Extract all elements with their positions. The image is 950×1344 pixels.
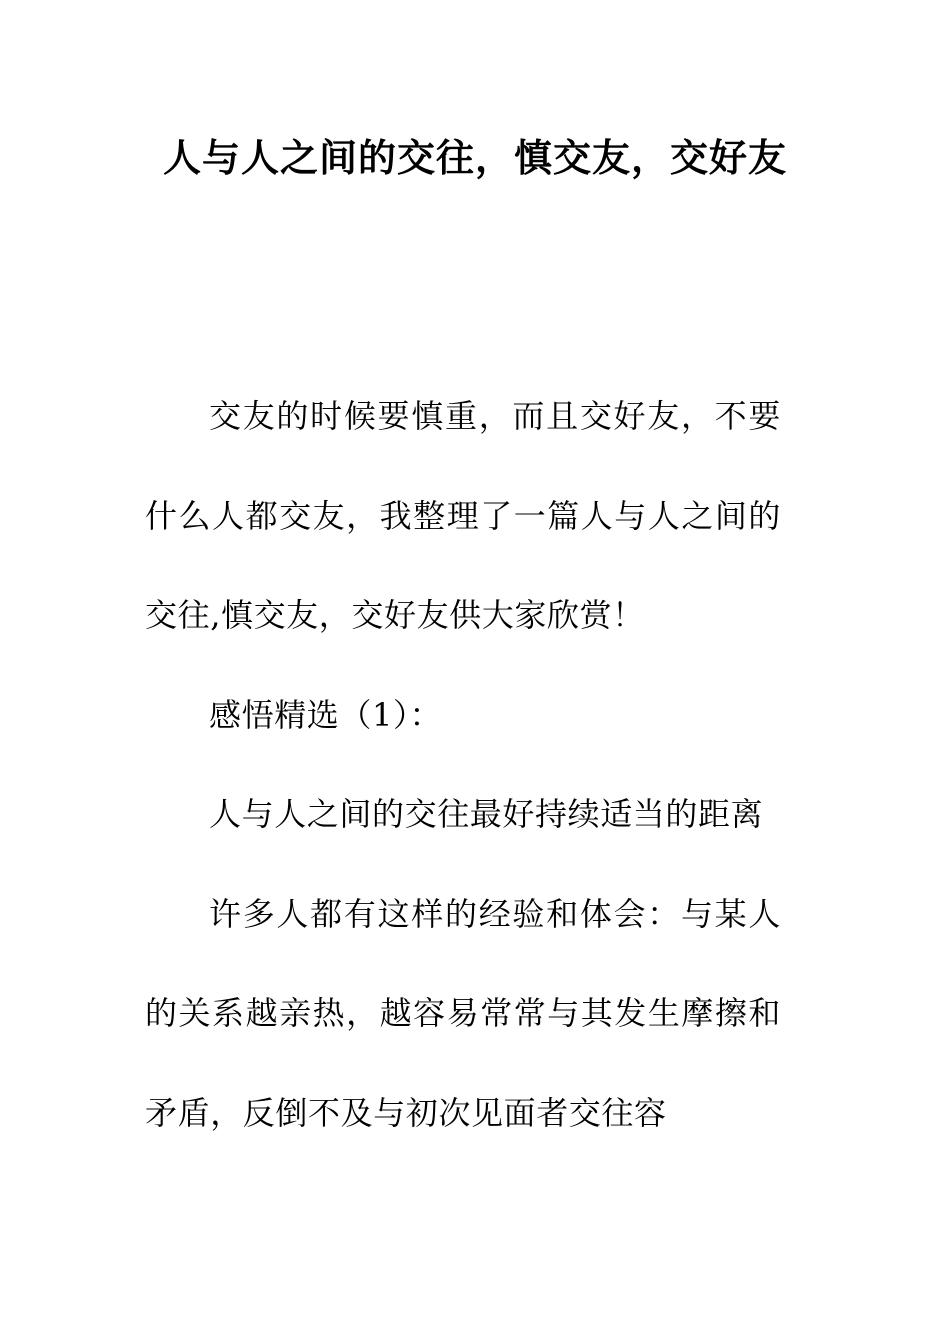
paragraph-body: 许多人都有这样的经验和体会：与某人的关系越亲热，越容易常常与其发生摩擦和矛盾，反倒不及与初次见面者交往容 [145, 894, 781, 1132]
paragraph-subheading: 人与人之间的交往最好持续适当的距离 [209, 795, 764, 833]
document-body [145, 367, 781, 1163]
document-title: 人与人之间的交往，慎交友，交好友 [162, 135, 787, 180]
paragraph-section-heading: 感悟精选（1）： [209, 695, 443, 734]
paragraph-intro: 交友的时候要慎重，而且交好友，不要什么人都交友，我整理了一篇人与人之间的交往,慎交友，交好友供大家欣赏！ [145, 397, 781, 634]
